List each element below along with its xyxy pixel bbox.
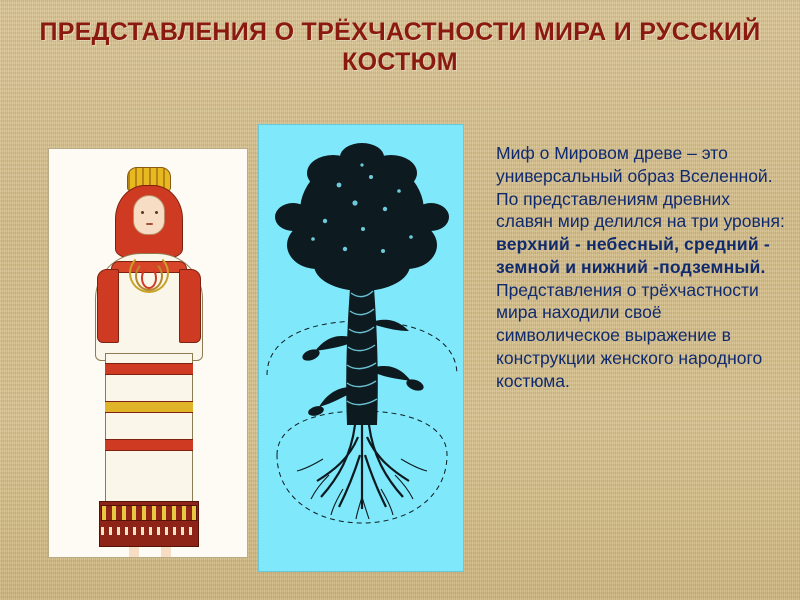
tree-trunk bbox=[346, 275, 378, 425]
level-lower: нижний -подземный. bbox=[581, 256, 766, 277]
page-title: ПРЕДСТАВЛЕНИЯ О ТРЁХЧАСТНОСТИ МИРА И РУССКИЙ КОСТЮМ bbox=[39, 18, 761, 76]
hem-pattern-upper bbox=[101, 505, 197, 521]
necklace-inner bbox=[141, 267, 157, 289]
text-part-2: Представления о трёхчастности мира находили своё символическое выражение в конструкции женского народного костюма. bbox=[496, 279, 763, 391]
mouth bbox=[146, 223, 153, 225]
sleeve-trim-right bbox=[179, 269, 201, 343]
apron-stripe-upper bbox=[105, 363, 193, 375]
body-text bbox=[496, 142, 788, 392]
leg-right bbox=[161, 547, 171, 558]
sleeve-trim-left bbox=[97, 269, 119, 343]
leg-left bbox=[129, 547, 139, 558]
world-tree-illustration bbox=[258, 124, 464, 572]
apron-stripe-middle bbox=[105, 401, 193, 413]
level-upper: верхний - небесный, bbox=[496, 234, 680, 254]
eye-right bbox=[155, 211, 158, 214]
costume-illustration bbox=[48, 148, 248, 558]
world-tree-drawing bbox=[259, 125, 464, 572]
apron bbox=[105, 353, 193, 503]
tree-roots bbox=[317, 425, 409, 509]
apron-stripe-lower bbox=[105, 439, 193, 451]
face bbox=[133, 195, 165, 235]
hem-pattern-lower bbox=[101, 527, 197, 535]
text-part-1: Миф о Мировом древе – это универсальный образ Вселенной. По представлениям древних славян мир делился на три уровня: bbox=[496, 143, 785, 232]
level-middle: средний - земной и bbox=[496, 234, 770, 277]
text-paragraph bbox=[496, 142, 788, 392]
eye-left bbox=[141, 211, 144, 214]
